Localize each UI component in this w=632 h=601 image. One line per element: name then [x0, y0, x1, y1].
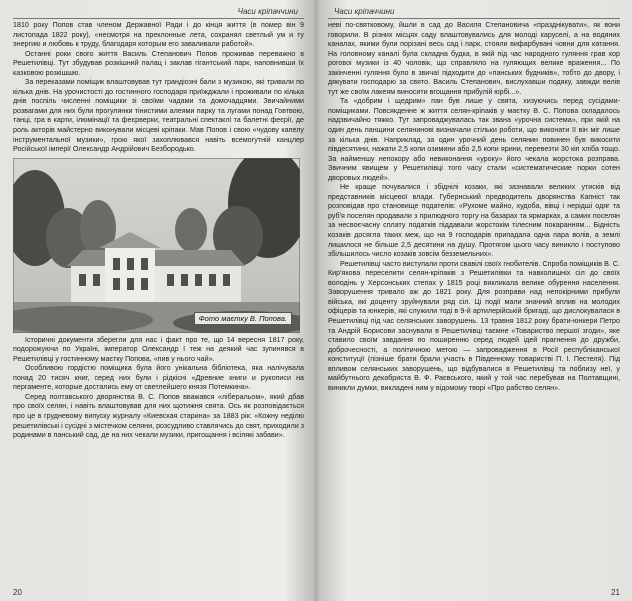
paragraph: Решетилівці часто виступали проти свавілі своїх гнобителів. Спроба поміщиків В. С. Кир'якова переселити селян-кріпаків з Решетилівки та навколишніх сіл до своїх володінь у Херсонських степах у 1815 році викликала велике обурення населення. Заворушення тривало аж до 1821 року. Для розправи над непокірними прибули війська, які доценту зруйнували ряд сіл. Ці події мали значний вплив на молодих офіцерів та юнкерів, які служили тоді в 9-й артилерійській бригаді, що дислокувалася в Решетилівці під час селянських заворушень. 13 травня 1812 року брати-юнкери Петро та Андрій Борисови заснували в Решетилівці таємне «Товариство першої згоди», яке ставило своїм завдання по поширенню серед людей ідей прагнення до дружби, доброчесності, а політичною метою — запровадження в Росії республіканської конституції (пізніше брати брали участь в Південному товаристві П. І. Пестеля). Під впливом селянських заворушень, що відбувалися в Решетилівці та поблизу неї, у майбутнього декабриста В. Ф. Раєвського, який у той час перебував на Полтавщині, виникли думки, викладені ним у відомому творі «Про рабство селян».	[328, 259, 620, 392]
photo-caption: Фото маєтку В. Попова.	[194, 312, 292, 325]
right-text	[328, 21, 620, 393]
paragraph: Історичні документи зберегли для нас і факт про те, що 14 вересня 1817 року, подорожуючи по Україні, імператор Олександр І теж на деякий час зупинявся в Решетилівці у гостинному маєтку Попова, «пив у нього чай».	[13, 335, 304, 363]
estate-photo	[13, 158, 300, 333]
paragraph: Останні роки свого життя Василь Степанович Попов проживав переважно в Решетилівці. Тут збудував розкішний палац і заклав гігантський парк, наповнивши їх казковою розкішшю.	[13, 49, 304, 77]
left-text-bottom	[13, 336, 304, 441]
paragraph: Не краще почувалися і збіднілі козаки, які зазнавали великих утисків від представників місцевої влади. Губернський предводитель дворянства Капніст так розповідав про становище подателів: «Рухоме майно, худоба, вівці і нерідші одяг та руб'я поселян продавали з прилюдного торгу на базарах та ярмарках, а самих поселян за несвоєчасну сплату податків піддавали жорстокім тілесним покаранням... Бідність козаків досягла таких меж, що на 9 господарів припадала одна пара волів, а землі лишилося не більше 2,5 десятини на душу. Протягом цього часу виникло і поступово збільшилось число козаків зовсім безземельних».	[328, 183, 620, 259]
page-number-right: 21	[611, 588, 620, 597]
paragraph: неві по-святковому, йшли в сад до Василя Степановича «празднікувати», як вони говорили. В різних місцях саду влаштовувались для молоді каруселі, а на водяних каналах, якими були порізані весь сад і парк, стояли вифарбувані човни для катання. На головному каналі була складна будка, в якій під час народного гуляння грав хор роговоі музики із 40 чоловік, що справляло на гуляющих велике враження... По закінченні гуляння було в звичаї підходити до «панських будників», тобто до двору, і дякувати господарю за свято. Василь Степанович, вислухавши подяку, завжди велів тут же своїм лакеям виносити вгощання прибулій юрбі...».	[328, 21, 620, 96]
running-head-right: Часи кріпаччини	[328, 6, 620, 19]
page-number-left: 20	[13, 588, 22, 597]
left-text-top	[13, 21, 304, 155]
estate-photo-image	[13, 158, 300, 333]
paragraph: Особливою гордістю поміщика була його унікальна бібліотека, яка налічувала понад 20 тисяч книг, серед них були і рідкісні «Древние книги и рукописи на пергаменте, которые достались ему от светлейшего князя Потемкина».	[13, 364, 304, 392]
paragraph: 1810 року Попов став членом Державної Ради і до кінця життя (в помер він 9 листопада 1822 року), «несмотря на преклонные лета, сохранял светлый ум и ту энергию и любовь к труду, благодаря которым его заваливали работой».	[13, 21, 304, 49]
right-page	[318, 0, 632, 601]
left-page	[0, 0, 314, 601]
paragraph: Серед полтавського дворянства В. С. Попов вважався «ліберальом», який дбав про своїх селян, і навіть влаштовував для них щотижня свята. Ось як розповідається про це в грудневому випуску журналу «Киевская старина» за 1883 рік: «Кожну неділю решетилівські і сусідні з містечком селяни, розсудливо ставлячись до свят, приходили з родинами в панський сад, де на них чекали музики, пригощання і всілякі забави».	[13, 392, 304, 440]
running-head-left: Часи кріпаччини	[13, 6, 304, 19]
paragraph: Та «добрим і щедрим» пан був лише у свята, хизуючись перед сусідами-поміщиками. Повсякденне ж життя селян-кріпаків у маєтку В. С. Попова складалось надзвичайно тяжко. Тут запроваджувалась так звана «урочна система», при якій на один день панщини селянинові визначали стільки роботи, що виконати її він міг лише за кілька днів. Наприклад, за один урочний день селянин повинен був викосити півдесятини, нажати 2,5 копи озимини або 2,5 копи ярини, перевезти 30 кіп хліба тощо. За найменшу непокору або невиконання «уроку» його чекала жорстока розправа. Звичним явищем у Решетилівці того часу стали «систематические порки сотен дворовых людей».	[328, 97, 620, 182]
paragraph: За переказами поміщик влаштовував тут грандіозні бали з музикою, які тривали по кілька днів. На урочистості до гостинного господаря приїжджали і проживали по кілька днів поспіль численні поміщики зі своїми чадами та домочадцями. Звичайними розвагами для них були прогулянки тінистими алеями парку та лугами понад Говтвою, танці, гра в карти, ілюмінації та феєрверки, театральні спектаклі та балетні феєрії, де роль акторів майстерно виконували місцеві кріпаки. Мав Попов і свою «чудову капелу інструментальної музики», грою якої захоплювався навіть всемогутній канцлер Російської імперії Олександр Андрійович Безбородько.	[13, 78, 304, 154]
